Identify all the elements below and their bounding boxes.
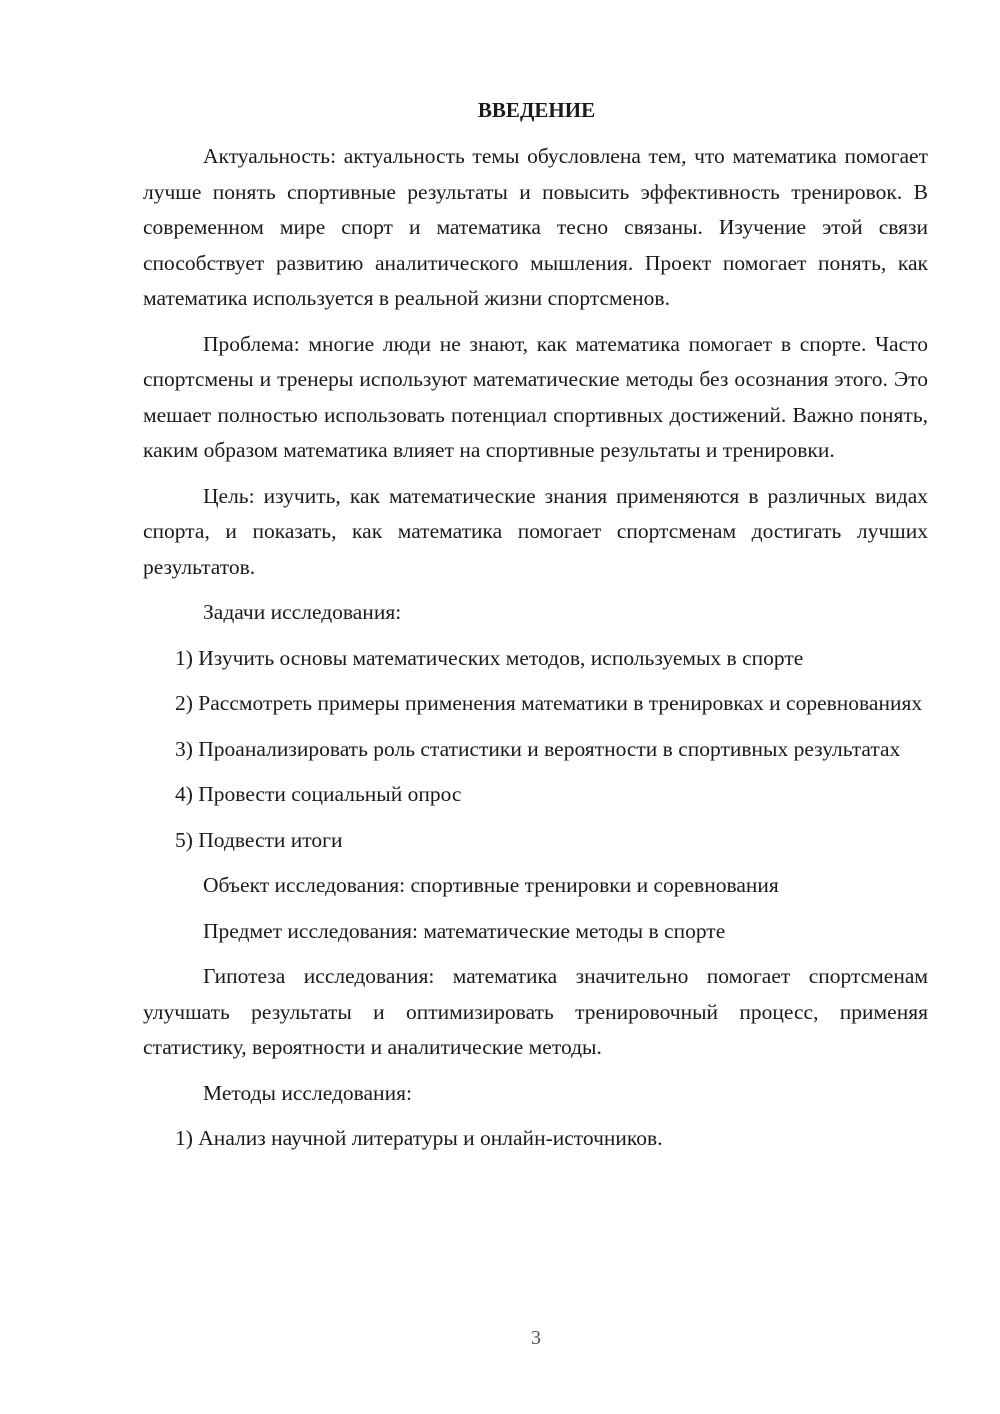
hypothesis-paragraph: Гипотеза исследования: математика значительно помогает спортсменам улучшать результаты и оптимизировать тренировочный процесс, применяя статистику, вероятности и аналитические методы. xyxy=(143,964,928,1059)
page-title: ВВЕДЕНИЕ xyxy=(477,98,596,122)
methods-heading: Методы исследования: xyxy=(203,1080,412,1105)
method-item: 1) Анализ научной литературы и онлайн-источников. xyxy=(175,1126,663,1150)
goal-paragraph: Цель: изучить, как математические знания применяются в различных видах спорта, и показать, как математика помогает спортсменам достигать лучших результатов. xyxy=(143,483,928,579)
task-item: 1) Изучить основы математических методов, используемых в спорте xyxy=(175,645,804,670)
research-subject: Предмет исследования: математические методы в спорте xyxy=(203,918,726,943)
page-number: 3 xyxy=(531,1327,541,1349)
tasks-heading: Задачи исследования: xyxy=(203,600,402,624)
task-item: 2) Рассмотреть примеры применения математики в тренировках и соревнованиях xyxy=(175,691,923,715)
relevance-paragraph: Актуальность: актуальность темы обусловлена тем, что математика помогает лучше понять спортивные результаты и повысить эффективность тренировок. В современном мире спорт и математика тесно связаны. Изучение этой связи способствует развитию аналитического мышления. Проект помогает понять, как математика используется в реальной жизни спортсменов. xyxy=(143,144,928,310)
task-item: 3) Проанализировать роль статистики и вероятности в спортивных результатах xyxy=(175,736,901,761)
problem-paragraph: Проблема: многие люди не знают, как математика помогает в спорте. Часто спортсмены и тренеры используют математические методы без осознания этого. Это мешает полностью использовать потенциал спортивных достижений. Важно понять, каким образом математика влияет на спортивные результаты и тренировки. xyxy=(143,331,928,462)
task-item: 5) Подвести итоги xyxy=(175,827,343,852)
document-page xyxy=(143,95,928,1157)
task-item: 4) Провести социальный опрос xyxy=(175,782,462,806)
research-object: Объект исследования: спортивные тренировки и соревнования xyxy=(203,873,779,897)
